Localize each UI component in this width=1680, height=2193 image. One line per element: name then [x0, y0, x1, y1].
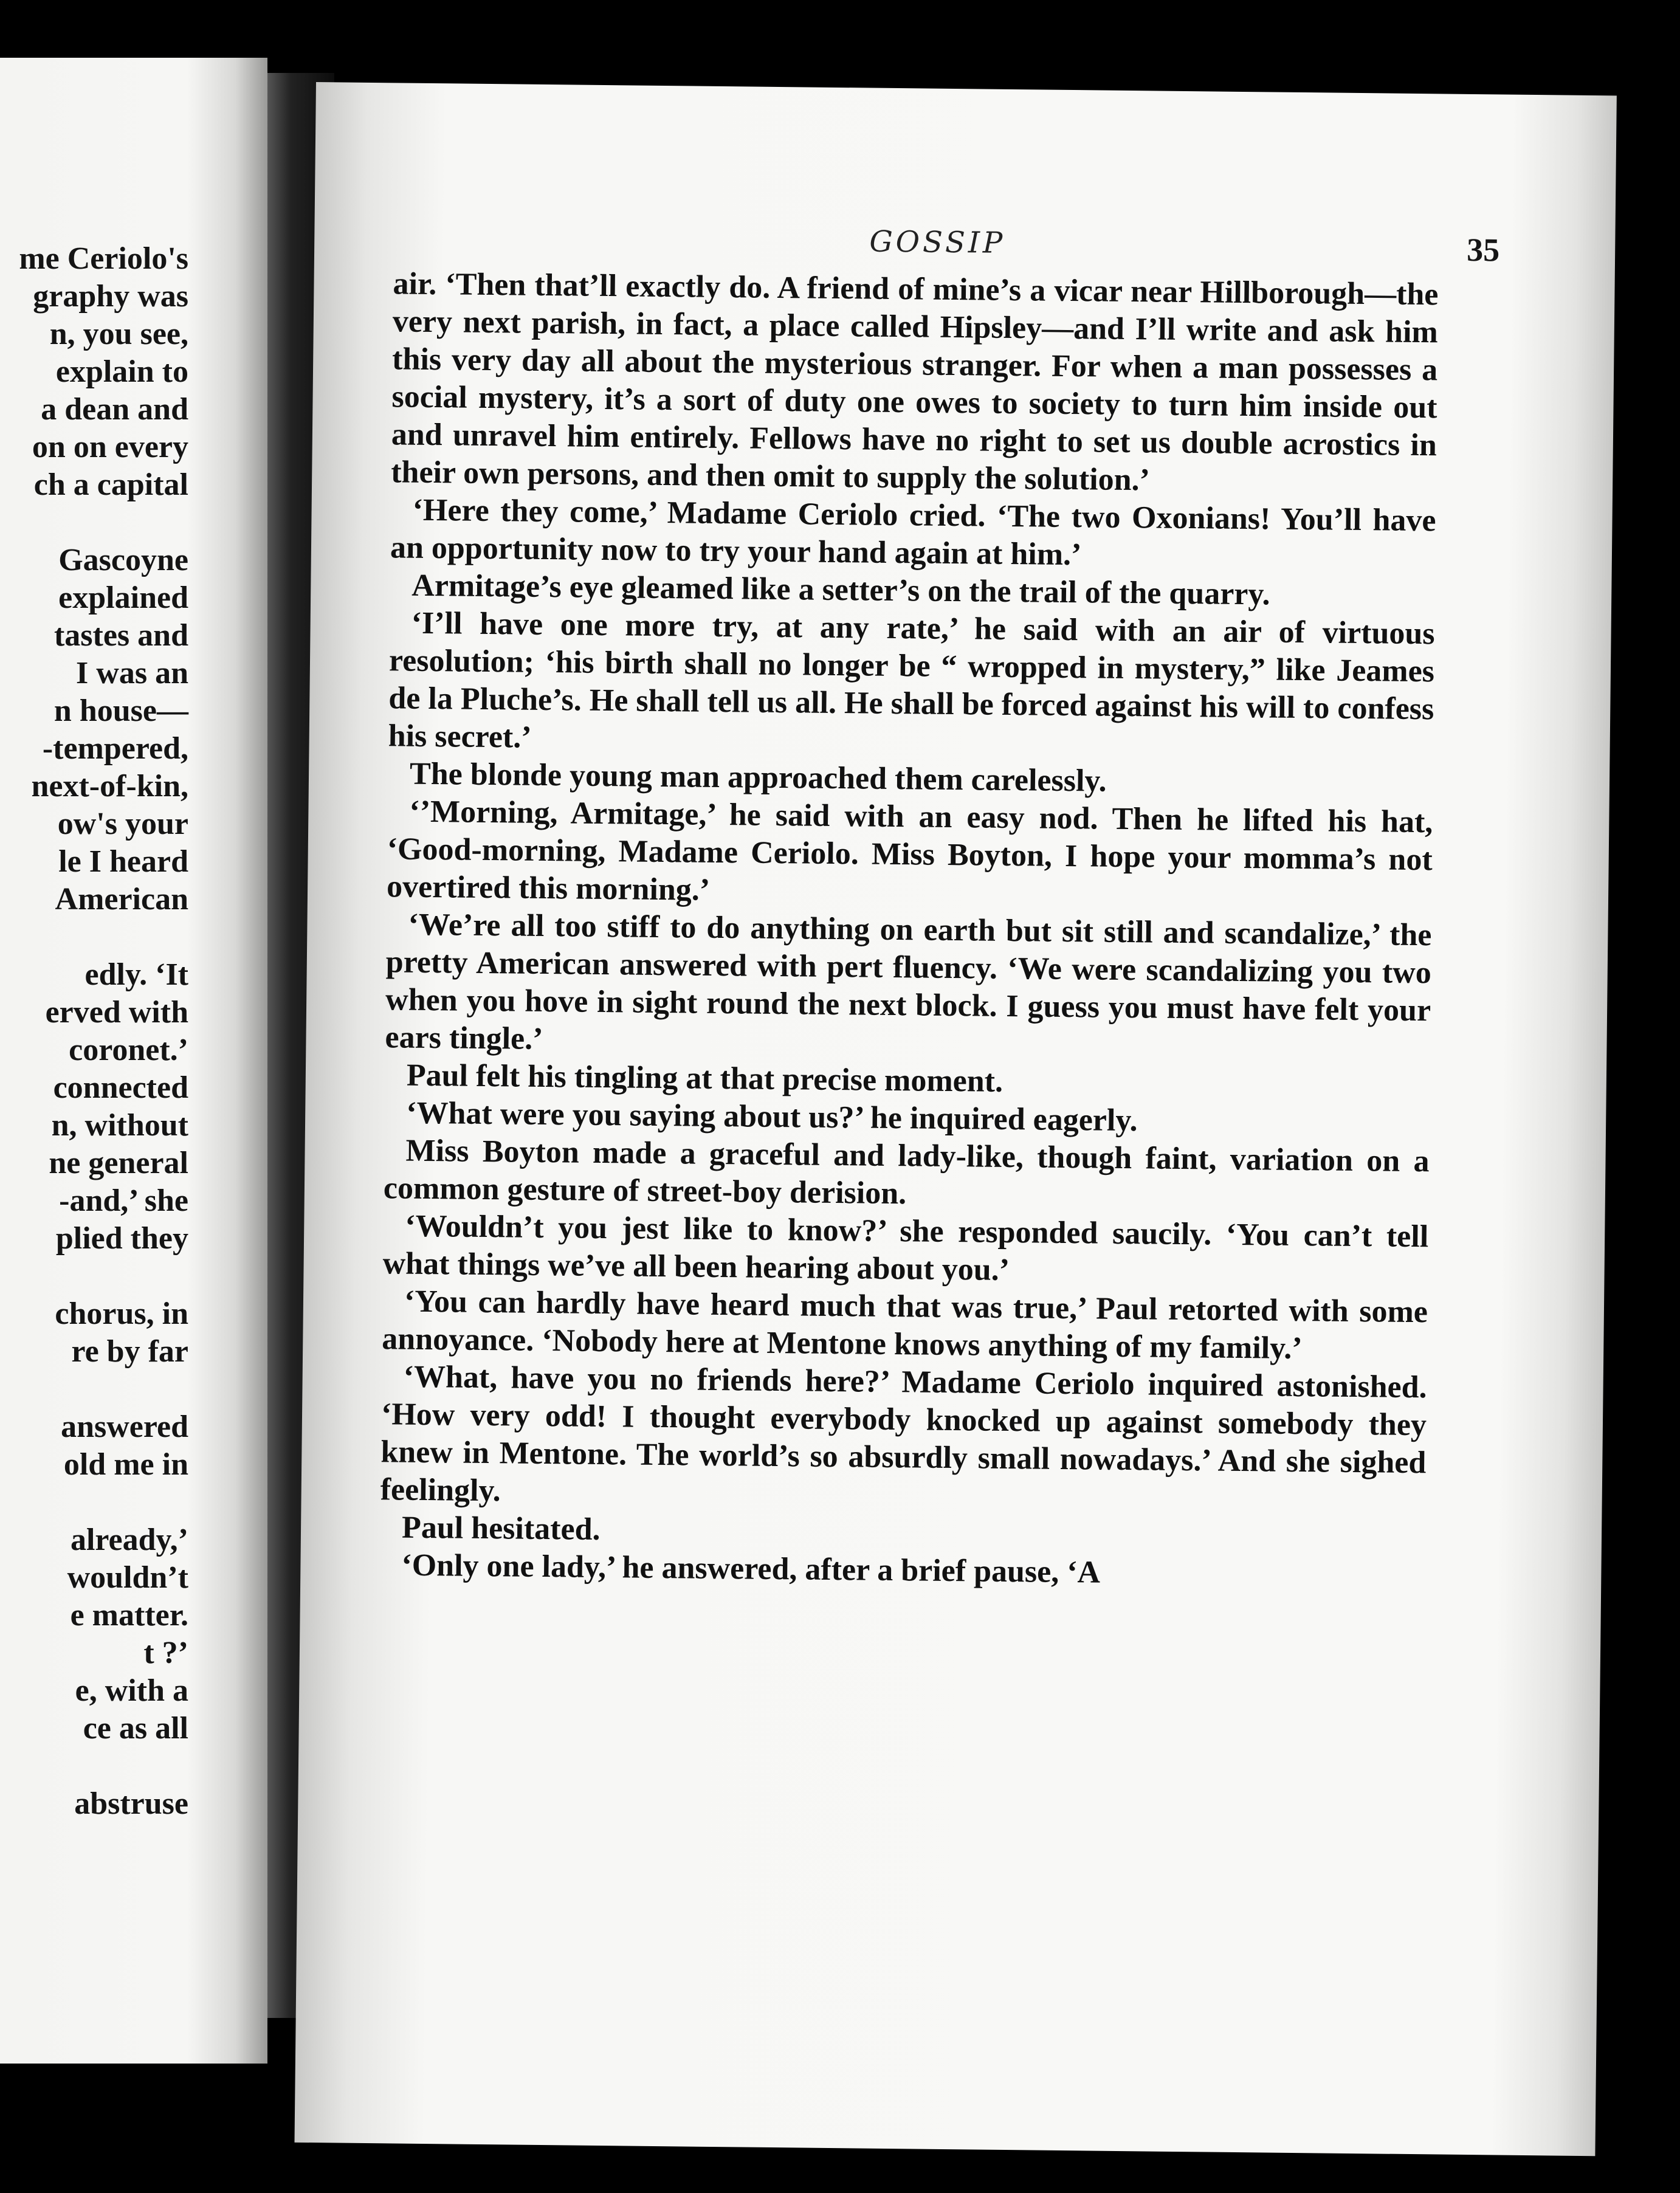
paragraph: ‘What were you saying about us?’ he inquired eagerly. [405, 1095, 1138, 1138]
running-head: GOSSIP [869, 224, 1006, 260]
left-line: answered [61, 1410, 188, 1444]
left-line [0, 1258, 261, 1295]
left-line: abstruse [74, 1786, 188, 1821]
left-line: next-of-kin, [31, 769, 188, 804]
left-line: explain to [55, 354, 188, 389]
left-line: ne general [49, 1146, 188, 1180]
page-header [375, 219, 1500, 274]
left-line [0, 918, 261, 956]
paragraph: ‘Only one lady,’ he answered, after a brief pause, ‘A [401, 1547, 1101, 1590]
left-line: ow's your [57, 807, 188, 841]
left-line: le I heard [58, 844, 188, 879]
left-line: -and,’ she [59, 1183, 188, 1218]
left-line: ce as all [83, 1711, 188, 1746]
left-line: n, without [51, 1108, 188, 1143]
left-page-text [0, 240, 261, 1823]
paragraph: Paul hesitated. [401, 1510, 601, 1547]
left-line: already,’ [70, 1523, 188, 1557]
left-line [0, 1484, 261, 1521]
paragraph: ‘We’re all too stiff to do anything on earth but sit still and scandalize,’ the pretty American answered with pert fluency. ‘We were scandalizing you two when you hove in sight round the next block. I guess you must have felt your ears tingle.’ [385, 907, 1432, 1056]
paragraph: air. ‘Then that’ll exactly do. A friend of mine’s a vicar near Hillborough—the very next parish, in fact, a place called Hipsley—and I’ll write and ask him this very day all about the mysterious stranger. For when a man possesses a social mystery, it’s a sort of duty one owes to society to turn him inside out and unravel him entirely. Fellows have no right to set us double acrostics in their own persons, and then omit to supply the solution.’ [390, 266, 1439, 498]
left-line: e, with a [75, 1673, 188, 1708]
paragraph: ‘Wouldn’t you jest like to know?’ she responded saucily. ‘You can’t tell what things we’ve all been hearing about you.’ [382, 1208, 1429, 1288]
paragraph: Miss Boyton made a graceful and lady-like, though faint, variation on a common gesture of street-boy derision. [383, 1133, 1430, 1211]
left-line: a dean and [41, 392, 188, 427]
left-page [0, 58, 267, 2064]
left-line: wouldn’t [67, 1560, 188, 1595]
left-line [0, 1371, 261, 1408]
left-line: Gascoyne [58, 543, 188, 577]
left-line: American [55, 882, 188, 917]
paragraph: Paul felt his tingling at that precise moment. [406, 1058, 1004, 1099]
left-line: n house— [53, 694, 188, 728]
left-line: re by far [71, 1334, 188, 1369]
left-line: chorus, in [55, 1296, 188, 1331]
left-line [0, 1747, 261, 1785]
left-line: tastes and [53, 618, 188, 653]
paragraph: ‘’Morning, Armitage,’ he said with an easy nod. Then he lifted his hat, ‘Good-morning, Madame Ceriolo. Miss Boyton, I hope your momma’s not overtired this morning.’ [386, 794, 1433, 907]
paragraph: The blonde young man approached them carelessly. [409, 756, 1107, 799]
left-line: ch a capital [33, 467, 188, 502]
left-line: connected [53, 1070, 188, 1105]
left-line: t ?’ [143, 1636, 188, 1670]
left-line [0, 504, 261, 542]
left-line: on on every [32, 430, 188, 464]
paragraph: ‘You can hardly have heard much that was true,’ Paul retorted with some annoyance. ‘Nobody here at Mentone knows anything of my family.’ [382, 1284, 1428, 1366]
left-line: n, you see, [49, 317, 188, 351]
left-line: old me in [63, 1447, 188, 1482]
left-line: me Ceriolo's [19, 241, 188, 276]
page-body [379, 265, 1439, 1595]
left-line: erved with [45, 995, 188, 1030]
paragraph: ‘Here they come,’ Madame Ceriolo cried. ‘The two Oxonians! You’ll have an opportunity now to try your hand again at him.’ [390, 492, 1436, 573]
right-page [295, 82, 1617, 2156]
paragraph: Armitage’s eye gleamed like a setter’s on the trail of the quarry. [411, 568, 1270, 612]
left-line: explained [58, 580, 188, 615]
left-line: e matter. [70, 1598, 188, 1633]
left-line: coronet.’ [69, 1033, 188, 1067]
left-line: edly. ‘It [84, 957, 188, 992]
left-line: -tempered, [42, 731, 188, 766]
paragraph: ‘I’ll have one more try, at any rate,’ he said with an air of virtuous resolution; ‘his birth shall no longer be “ wropped in mystery,” like Jeames de la Pluche’s. He shall tell us all. He shall be forced against his will to confess his secret.’ [388, 605, 1435, 755]
left-line: I was an [76, 656, 188, 690]
page-number: 35 [1466, 231, 1500, 269]
left-line: plied they [55, 1221, 188, 1256]
left-line: graphy was [33, 279, 188, 314]
paragraph: ‘What, have you no friends here?’ Madame Ceriolo inquired astonished. ‘How very odd! I thought everybody knocked up against somebody they knew in Mentone. The world’s so absurdly small nowadays.’ And she sighed feelingly. [380, 1359, 1427, 1509]
